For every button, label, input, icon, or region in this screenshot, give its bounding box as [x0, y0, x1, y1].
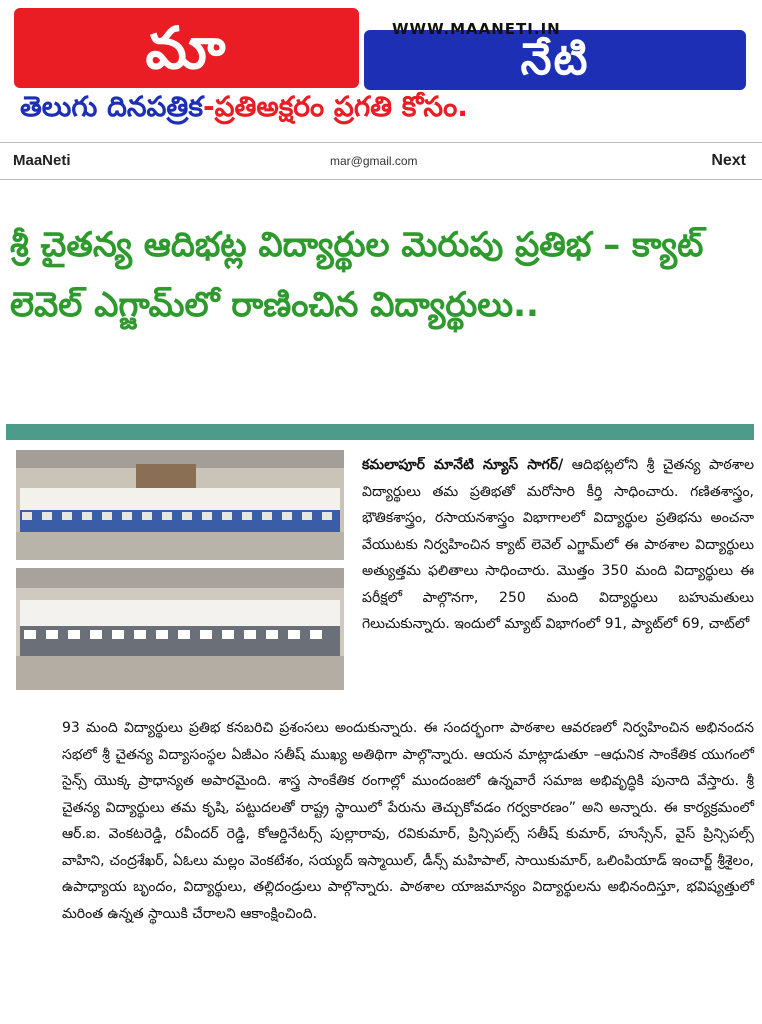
article-body-full [62, 715, 754, 927]
next-button[interactable]: Next [711, 152, 746, 169]
divider-band [6, 424, 754, 440]
contact-email[interactable]: mar@gmail.com [330, 154, 418, 168]
logo-ma: మా [14, 8, 359, 88]
article-body-right: ఆదిభట్లలోని శ్రీ చైతన్య పాఠశాల విద్యార్థులు తమ ప్రతిభతో మరోసారి కీర్తి సాధించారు. గణితశాస్త్రం, భౌతికశాస్త్రం, రసాయనశాస్త్రం విభాగాలలో విద్యార్థుల ప్రతిభను అంచనా వేయుటకు నిర్వహించిన క్యాట్ లెవెల్ ఎగ్జామ్‌లో ఈ పాఠశాల విద్యార్థులు అత్యుత్తమ ఫలితాలు సాధించారు. మొత్తం 350 మంది విద్యార్థులు ఈ పరీక్షలో పాల్గొనగా, 250 మంది విద్యార్థులు బహుమతులు గెలుచుకున్నారు. ఇందులో మ్యాట్ విభాగంలో 91, ప్యాట్‌లో 69, చాట్‌లో [362, 457, 754, 632]
article-body-column [362, 452, 754, 638]
article-body-continued: 93 మంది విద్యార్థులు ప్రతిభ కనబరిచి ప్రశంసలు అందుకున్నారు. ఈ సందర్భంగా పాఠశాల ఆవరణలో నిర్వహించిన అభినందన సభలో శ్రీ చైతన్య విద్యాసంస్థల ఏజీఎం సతీష్ ముఖ్య అతిథిగా పాల్గొన్నారు. ఆయన మాట్లాడుతూ –ఆధునిక సాంకేతిక యుగంలో సైన్స్ యొక్క ప్రాధాన్యత అపారమైంది. శాస్త్ర సాంకేతిక రంగాల్లో ముందంజలో ఉన్నవారే సమాజ అభివృద్ధికి పునాది వేస్తారు. శ్రీ చైతన్య విద్యార్థులు తమ కృషి, పట్టుదలతో రాష్ట్ర స్థాయిలో పేరును తెచ్చుకోవడం గర్వకారణం” అని అన్నారు. ఈ కార్యక్రమంలో ఆర్.ఐ. వెంకటరెడ్డి, రవీందర్ రెడ్డి, కోఆర్డినేటర్స్ పుల్లారావు, రవికుమార్, ప్రిన్సిపల్స్ సతీష్ కుమార్, హుస్సేన్, వైస్ ప్రిన్సిపల్స్ వాహిని, చంద్రశేఖర్, ఏఓలు మల్లం వెంకటేశం, సయ్యద్ ఇస్మాయిల్, డీన్స్ మహిపాల్, సాయికుమార్, ఒలింపియాడ్ ఇంచార్జ్ శ్రీశైలం, ఉపాధ్యాయ బృందం, విద్యార్థులు, తల్లిదండ్రులు పాల్గొన్నారు. పాఠశాల యాజమాన్యం విద్యార్థులను అభినందిస్తూ, భవిష్యత్తులో మరింత ఉన్నత స్థాయికి చేరాలని ఆకాంక్షించింది. [62, 720, 754, 922]
masthead [0, 0, 762, 140]
tagline-dash: - [202, 90, 215, 123]
nav-brand-link[interactable]: MaaNeti [13, 152, 71, 169]
tagline-slogan: ప్రతిఅక్షరం ప్రగతి కోసం. [214, 90, 468, 123]
dateline: కమలాపూర్ మానేటి న్యూస్ సాగర్/ [362, 457, 564, 473]
tagline [20, 90, 468, 130]
top-navbar [0, 142, 762, 180]
group-photo [16, 450, 344, 690]
article-intro [362, 452, 754, 638]
website-url: WWW.MAANETI.IN [392, 20, 561, 38]
article-headline: శ్రీ చైతన్య ఆదిభట్ల విద్యార్థుల మెరుపు ప్రతిభ – క్యాట్ లెవెల్ ఎగ్జామ్‌లో రాణించిన విద్యార్థులు.. [10, 225, 704, 325]
tagline-paper-name: తెలుగు దినపత్రిక [20, 90, 203, 123]
logo-neti: నేటి [364, 30, 746, 90]
student-group-photo-illustration [16, 450, 344, 690]
